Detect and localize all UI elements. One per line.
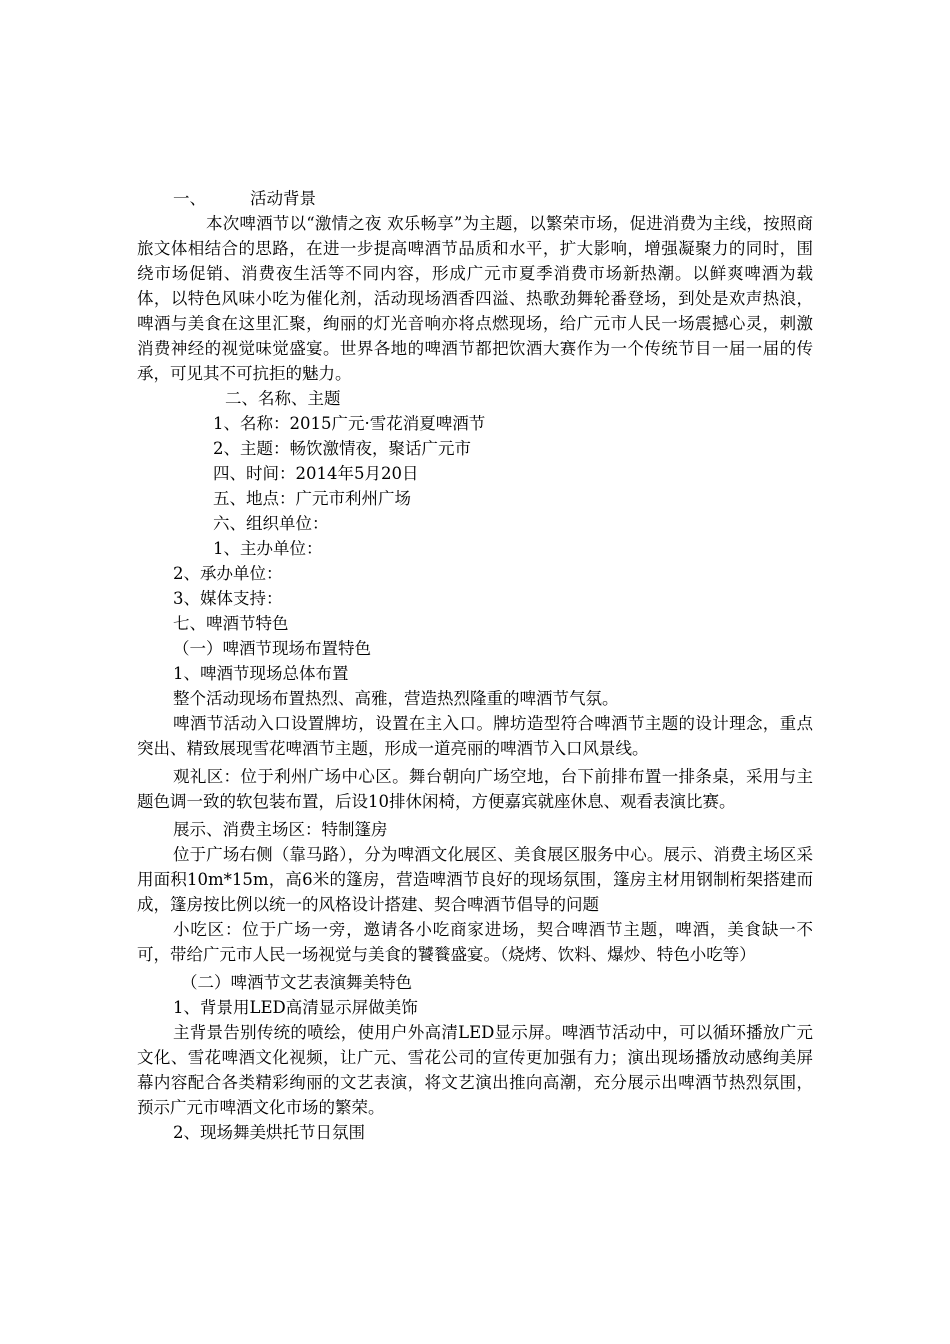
section-number: 一、 <box>173 189 206 208</box>
section-heading-organizers: 六、组织单位： <box>213 514 329 533</box>
viewing-area-paragraph: 观礼区：位于利州广场中心区。舞台朝向广场空地，台下前排布置一排条桌，采用与主题色调一致的软包装布置，后设10排休闲椅，方便嘉宾就座休息、观看表演比赛。 <box>137 767 813 811</box>
performance-item-2: 2、现场舞美烘托节日氛围 <box>173 1123 365 1142</box>
section-heading-name-theme: 二、名称、主题 <box>225 389 341 408</box>
entrance-paragraph: 啤酒节活动入口设置牌坊，设置在主入口。牌坊造型符合啤酒节主题的设计理念，重点突出、精致展现雪花啤酒节主题，形成一道亮丽的啤酒节入口风景线。 <box>137 714 813 758</box>
section-heading-features: 七、啤酒节特色 <box>173 614 289 633</box>
theme-item: 2、主题：畅饮激情夜，聚话广元市 <box>213 439 471 458</box>
section-heading-background <box>137 186 813 211</box>
display-area-title: 展示、消费主场区：特制篷房 <box>173 820 388 839</box>
name-item: 1、名称：2015广元·雪花消夏啤酒节 <box>213 414 486 433</box>
section-heading-location: 五、地点：广元市利州广场 <box>213 489 411 508</box>
background-paragraph: 本次啤酒节以“激情之夜 欢乐畅享”为主题，以繁荣市场，促进消费为主线，按照商旅文体相结合的思路，在进一步提高啤酒节品质和水平，扩大影响，增强凝聚力的同时，围绕市场促销、消费夜生活等不同内容，形成广元市夏季消费市场新热潮。以鲜爽啤酒为载体，以特色风味小吃为催化剂，活动现场酒香四溢、热歌劲舞轮番登场，到处是欢声热浪，啤酒与美食在这里汇聚，绚丽的灯光音响亦将点燃现场，给广元市人民一场震撼心灵，刺激消费神经的视觉味觉盛宴。世界各地的啤酒节都把饮酒大赛作为一个传统节目一届一届的传承，可见其不可抗拒的魅力。 <box>137 214 813 383</box>
document-body <box>137 186 813 1145</box>
layout-overall-text: 整个活动现场布置热烈、高雅，营造热烈隆重的啤酒节气氛。 <box>173 689 619 708</box>
org-host-item: 1、主办单位： <box>213 539 323 558</box>
led-paragraph: 主背景告别传统的喷绘，使用户外高清LED显示屏。啤酒节活动中，可以循环播放广元文化、雪花啤酒文化视频，让广元、雪花公司的宣传更加强有力；演出现场播放动感绚美屏幕内容配合各类精彩绚丽的文艺表演，将文艺演出推向高潮，充分展示出啤酒节热烈氛围，预示广元市啤酒文化市场的繁荣。 <box>137 1023 813 1117</box>
subsection-heading-performance: （二）啤酒节文艺表演舞美特色 <box>181 973 412 992</box>
org-organizer-item: 2、承办单位： <box>173 564 283 583</box>
snack-area-paragraph: 小吃区：位于广场一旁，邀请各小吃商家进场，契合啤酒节主题，啤酒，美食缺一不可，带给广元市人民一场视觉与美食的饕餮盛宴。（烧烤、饮料、爆炒、特色小吃等） <box>137 920 813 964</box>
performance-item-1: 1、背景用LED高清显示屏做美饰 <box>173 998 418 1017</box>
section-heading-time: 四、时间：2014年5月20日 <box>213 464 419 483</box>
display-area-paragraph: 位于广场右侧（靠马路），分为啤酒文化展区、美食展区服务中心。展示、消费主场区采用面积10m*15m，高6米的篷房，营造啤酒节良好的现场氛围，篷房主材用钢制桁架搭建而成，篷房按比例以统一的风格设计搭建、契合啤酒节倡导的问题 <box>137 845 813 914</box>
subsection-heading-layout: （一）啤酒节现场布置特色 <box>173 639 371 658</box>
org-media-item: 3、媒体支持： <box>173 589 283 608</box>
section-title: 活动背景 <box>250 189 316 208</box>
layout-item-1: 1、啤酒节现场总体布置 <box>173 664 349 683</box>
